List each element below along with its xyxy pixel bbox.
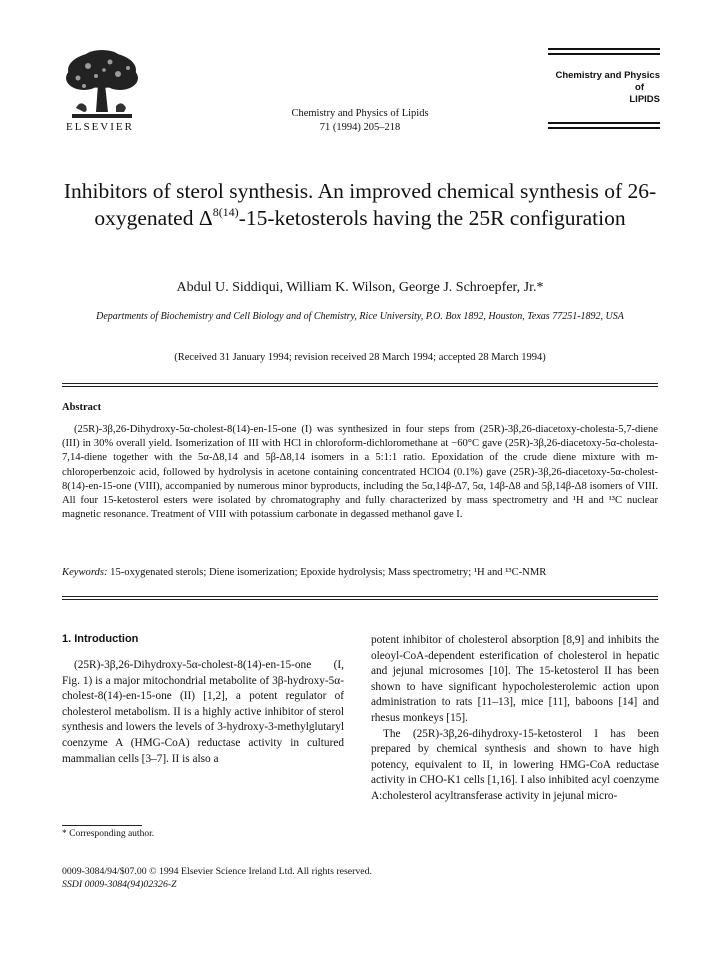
abstract-heading: Abstract — [62, 402, 102, 413]
journal-logo-line-3: LIPIDS — [629, 94, 660, 105]
right-column-paragraph-2: The (25R)-3β,26-dihydroxy-15-ketosterol I has been prepared by chemical synthesis and shown to have high potency, equivalent to II, in lowering HMG-CoA reductase activity in CHO-K1 cells [1,16]. I also inhibited acyl coenzyme A:cholesterol acyltransferase activity in jejunal micro- — [371, 727, 659, 802]
elsevier-tree-logo — [58, 48, 146, 124]
journal-reference — [230, 107, 490, 135]
right-column-paragraph-1: potent inhibitor of cholesterol absorption [8,9] and inhibits the oleoyl-CoA-dependent esterification of cholesterol in hepatic and jejunal microsomes [10]. The 15-ketosterol II has been shown to have significant hypocholesterolemic action upon administration to rats [11–13], mice [11], baboons [14] and rhesus monkeys [15]. — [371, 634, 659, 724]
title-part-1: Inhibitors of sterol synthesis. An improved chemical synthesis of 26-oxygenated Δ — [63, 179, 657, 230]
rule-below-keywords — [62, 596, 658, 597]
rule-above-abstract — [62, 383, 658, 384]
masthead-rule-top — [548, 48, 660, 50]
copyright-block — [62, 865, 662, 891]
keywords — [62, 567, 658, 578]
journal-citation: 71 (1994) 205–218 — [319, 122, 401, 133]
journal-logo-line-1: Chemistry and Physics — [555, 70, 660, 81]
left-column-text: (25R)-3β,26-Dihydroxy-5α-cholest-8(14)-en-15-one (I, Fig. 1) is a major mitochondrial metabolite of 3β-hydroxy-5α-cholest-8(14)-en-15-one (II) [1,2], a potent regulator of cholesterol metabolism. II is a highly active inhibitor of sterol synthesis and lowers the levels of 3-hydroxy-3-methylglutaryl coenzyme A (HMG-CoA) reductase activity in cultured mammalian cells [3–7]. II is also a — [62, 659, 344, 765]
section-heading-introduction: 1. Introduction — [62, 633, 139, 645]
rule-below-keywords-2 — [62, 599, 658, 600]
journal-logo-text — [548, 70, 660, 106]
masthead-rule-top-2 — [548, 53, 660, 55]
affiliation: Departments of Biochemistry and Cell Biology and of Chemistry, Rice University, P.O. Box 1892, Houston, Texas 77251-1892, USA — [96, 311, 624, 322]
article-title — [60, 178, 660, 232]
right-column — [371, 633, 659, 805]
copyright-line: 0009-3084/94/$07.00 © 1994 Elsevier Science Ireland Ltd. All rights reserved. — [62, 866, 372, 877]
corresponding-author-footnote: * Corresponding author. — [62, 829, 155, 839]
journal-logo-line-2: of — [635, 82, 644, 93]
received-dates: (Received 31 January 1994; revision received 28 March 1994; accepted 28 March 1994) — [174, 352, 546, 363]
publisher-name: ELSEVIER — [66, 121, 134, 133]
journal-name: Chemistry and Physics of Lipids — [291, 108, 429, 119]
abstract-body: (25R)-3β,26-Dihydroxy-5α-cholest-8(14)-en-15-one (I) was synthesized in four steps from (25R)-3β,26-diacetoxy-cholesta-5,7-diene (III) in 30% overall yield. Isomerization of III with HCl in chloroform-dichloromethane at −60°C gave (25R)-3β,26-diacetoxy-5α-cholesta-7,14-diene together with the 5α-Δ8,14 and 5β-Δ8,14 isomers in a 5:1:1 ratio. Epoxidation of the crude diene mixture with m-chloroperbenzoic acid, followed by hydrolysis in acetone containing concentrated HClO4 (0.1%) gave (25R)-3β,26-diacetoxy-5α-cholest-8(14)-en-15-one (VIII), accompanied by numerous minor byproducts, including the 5α,14β-Δ7, 5α, 14β-Δ8 and 5β,14β-Δ8 isomers of VIII. All four 15-ketosterol esters were isolated by chromatography and fully characterized by mass spectrometry and ¹H and ¹³C nuclear magnetic resonance. Treatment of VIII with potassium carbonate in degassed methanol gave I. — [62, 424, 658, 521]
keywords-text: 15-oxygenated sterols; Diene isomerization; Epoxide hydrolysis; Mass spectrometry; ¹H and ¹³C-NMR — [110, 567, 547, 578]
ssdi-line: SSDI 0009-3084(94)02326-Z — [62, 879, 177, 890]
rule-above-abstract-2 — [62, 386, 658, 387]
masthead-rule-bottom — [548, 122, 660, 124]
masthead-rule-bottom-2 — [548, 127, 660, 129]
title-superscript: 8(14) — [212, 205, 239, 219]
keywords-label: Keywords: — [62, 567, 108, 578]
title-part-2: -15-ketosterols having the 25R configuration — [238, 206, 626, 230]
author-list: Abdul U. Siddiqui, William K. Wilson, George J. Schroepfer, Jr.* — [176, 280, 544, 295]
footnote-rule — [62, 825, 142, 826]
